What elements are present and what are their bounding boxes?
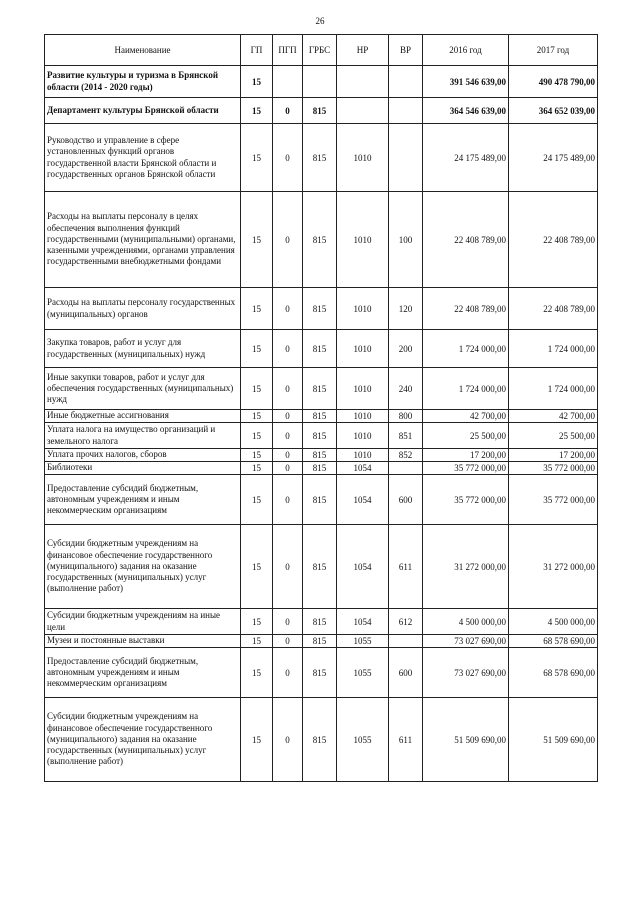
cell-2017: 490 478 790,00 — [509, 66, 598, 98]
cell-gp: 15 — [241, 698, 273, 782]
cell-grbs: 815 — [303, 288, 337, 330]
cell-vr: 120 — [389, 288, 423, 330]
cell-name: Предоставление субсидий бюджетным, автономным учреждениям и иным некоммерческим организациям — [45, 475, 241, 525]
cell-2017: 51 509 690,00 — [509, 698, 598, 782]
cell-2017: 25 500,00 — [509, 423, 598, 449]
cell-grbs: 815 — [303, 525, 337, 609]
cell-nr: 1010 — [337, 192, 389, 288]
cell-2016: 4 500 000,00 — [423, 609, 509, 635]
cell-2016: 73 027 690,00 — [423, 635, 509, 648]
cell-vr — [389, 635, 423, 648]
header-gp: ГП — [241, 35, 273, 66]
cell-nr: 1054 — [337, 462, 389, 475]
table-row — [45, 368, 598, 410]
cell-name: Предоставление субсидий бюджетным, автономным учреждениям и иным некоммерческим организациям — [45, 648, 241, 698]
table-row — [45, 609, 598, 635]
cell-gp: 15 — [241, 423, 273, 449]
cell-gp: 15 — [241, 288, 273, 330]
cell-gp: 15 — [241, 449, 273, 462]
cell-gp: 15 — [241, 475, 273, 525]
cell-name: Субсидии бюджетным учреждениям на финансовое обеспечение государственного (муниципального) задания на оказание государственных (муниципальных) услуг (выполнение работ) — [45, 525, 241, 609]
table-header — [45, 35, 598, 66]
cell-vr: 800 — [389, 410, 423, 423]
table-row — [45, 66, 598, 98]
cell-2016: 391 546 639,00 — [423, 66, 509, 98]
cell-2017: 68 578 690,00 — [509, 648, 598, 698]
cell-2016: 17 200,00 — [423, 449, 509, 462]
cell-pgp: 0 — [273, 648, 303, 698]
cell-gp: 15 — [241, 192, 273, 288]
cell-name: Субсидии бюджетным учреждениям на иные цели — [45, 609, 241, 635]
cell-nr: 1010 — [337, 330, 389, 368]
table-row — [45, 462, 598, 475]
cell-gp: 15 — [241, 462, 273, 475]
cell-vr: 600 — [389, 475, 423, 525]
cell-pgp: 0 — [273, 368, 303, 410]
header-2017: 2017 год — [509, 35, 598, 66]
cell-pgp: 0 — [273, 525, 303, 609]
table-row — [45, 410, 598, 423]
cell-grbs: 815 — [303, 124, 337, 192]
table-row — [45, 698, 598, 782]
cell-vr: 200 — [389, 330, 423, 368]
cell-name: Иные бюджетные ассигнования — [45, 410, 241, 423]
table-row — [45, 288, 598, 330]
cell-vr — [389, 462, 423, 475]
cell-name: Расходы на выплаты персоналу государственных (муниципальных) органов — [45, 288, 241, 330]
cell-gp: 15 — [241, 609, 273, 635]
cell-name: Уплата налога на имущество организаций и земельного налога — [45, 423, 241, 449]
cell-nr: 1055 — [337, 635, 389, 648]
cell-grbs: 815 — [303, 462, 337, 475]
cell-pgp: 0 — [273, 423, 303, 449]
table-row — [45, 648, 598, 698]
cell-grbs: 815 — [303, 192, 337, 288]
cell-nr: 1055 — [337, 698, 389, 782]
cell-nr — [337, 66, 389, 98]
cell-grbs — [303, 66, 337, 98]
cell-pgp: 0 — [273, 410, 303, 423]
table-row — [45, 330, 598, 368]
cell-nr — [337, 98, 389, 124]
cell-2016: 364 546 639,00 — [423, 98, 509, 124]
cell-pgp: 0 — [273, 98, 303, 124]
cell-2017: 35 772 000,00 — [509, 475, 598, 525]
cell-name: Развитие культуры и туризма в Брянской области (2014 - 2020 годы) — [45, 66, 241, 98]
table-row — [45, 98, 598, 124]
cell-name: Музеи и постоянные выставки — [45, 635, 241, 648]
cell-gp: 15 — [241, 330, 273, 368]
header-2016: 2016 год — [423, 35, 509, 66]
cell-nr: 1054 — [337, 475, 389, 525]
cell-vr — [389, 66, 423, 98]
cell-2017: 4 500 000,00 — [509, 609, 598, 635]
header-row — [45, 35, 598, 66]
cell-2016: 51 509 690,00 — [423, 698, 509, 782]
header-vr: ВР — [389, 35, 423, 66]
cell-2016: 42 700,00 — [423, 410, 509, 423]
cell-2017: 31 272 000,00 — [509, 525, 598, 609]
cell-nr: 1010 — [337, 423, 389, 449]
table-row — [45, 124, 598, 192]
cell-2016: 22 408 789,00 — [423, 288, 509, 330]
cell-name: Закупка товаров, работ и услуг для государственных (муниципальных) нужд — [45, 330, 241, 368]
cell-name: Расходы на выплаты персоналу в целях обеспечения выполнения функций государственными (муниципальными) органами, казенными учреждениями, органами управления государственными внебюджетными фондами — [45, 192, 241, 288]
cell-pgp: 0 — [273, 462, 303, 475]
cell-grbs: 815 — [303, 648, 337, 698]
cell-grbs: 815 — [303, 609, 337, 635]
cell-pgp: 0 — [273, 288, 303, 330]
cell-grbs: 815 — [303, 635, 337, 648]
cell-gp: 15 — [241, 66, 273, 98]
cell-gp: 15 — [241, 635, 273, 648]
cell-gp: 15 — [241, 124, 273, 192]
cell-2016: 1 724 000,00 — [423, 330, 509, 368]
cell-2016: 35 772 000,00 — [423, 475, 509, 525]
cell-vr — [389, 124, 423, 192]
cell-vr: 851 — [389, 423, 423, 449]
cell-vr: 240 — [389, 368, 423, 410]
table-body — [45, 66, 598, 782]
cell-grbs: 815 — [303, 368, 337, 410]
cell-grbs: 815 — [303, 698, 337, 782]
cell-grbs: 815 — [303, 410, 337, 423]
cell-nr: 1010 — [337, 124, 389, 192]
cell-gp: 15 — [241, 525, 273, 609]
cell-name: Уплата прочих налогов, сборов — [45, 449, 241, 462]
cell-nr: 1010 — [337, 288, 389, 330]
cell-2016: 73 027 690,00 — [423, 648, 509, 698]
table-row — [45, 192, 598, 288]
cell-grbs: 815 — [303, 423, 337, 449]
cell-vr: 852 — [389, 449, 423, 462]
cell-pgp: 0 — [273, 192, 303, 288]
header-name: Наименование — [45, 35, 241, 66]
cell-pgp: 0 — [273, 449, 303, 462]
cell-pgp: 0 — [273, 475, 303, 525]
cell-2017: 17 200,00 — [509, 449, 598, 462]
table-row — [45, 525, 598, 609]
cell-name: Субсидии бюджетным учреждениям на финансовое обеспечение государственного (муниципального) задания на оказание государственных (муниципальных) услуг (выполнение работ) — [45, 698, 241, 782]
cell-2016: 24 175 489,00 — [423, 124, 509, 192]
cell-pgp: 0 — [273, 635, 303, 648]
cell-2017: 1 724 000,00 — [509, 330, 598, 368]
table-row — [45, 635, 598, 648]
cell-nr: 1010 — [337, 410, 389, 423]
cell-2017: 364 652 039,00 — [509, 98, 598, 124]
cell-gp: 15 — [241, 98, 273, 124]
cell-nr: 1010 — [337, 368, 389, 410]
table-row — [45, 423, 598, 449]
cell-pgp: 0 — [273, 330, 303, 368]
cell-nr: 1054 — [337, 525, 389, 609]
table-row — [45, 449, 598, 462]
cell-2016: 1 724 000,00 — [423, 368, 509, 410]
cell-2016: 25 500,00 — [423, 423, 509, 449]
budget-table — [44, 34, 598, 782]
cell-nr: 1055 — [337, 648, 389, 698]
header-pgp: ПГП — [273, 35, 303, 66]
page-number: 26 — [315, 16, 325, 26]
cell-grbs: 815 — [303, 475, 337, 525]
cell-name: Руководство и управление в сфере установленных функций органов государственной власти Брянской области и государственных органов Брянской области — [45, 124, 241, 192]
cell-vr: 611 — [389, 698, 423, 782]
cell-name: Библиотеки — [45, 462, 241, 475]
cell-vr: 611 — [389, 525, 423, 609]
cell-2017: 24 175 489,00 — [509, 124, 598, 192]
cell-2016: 35 772 000,00 — [423, 462, 509, 475]
cell-vr — [389, 98, 423, 124]
cell-gp: 15 — [241, 648, 273, 698]
cell-2017: 68 578 690,00 — [509, 635, 598, 648]
cell-name: Иные закупки товаров, работ и услуг для обеспечения государственных (муниципальных) нужд — [45, 368, 241, 410]
cell-vr: 100 — [389, 192, 423, 288]
cell-2017: 35 772 000,00 — [509, 462, 598, 475]
cell-pgp — [273, 66, 303, 98]
cell-vr: 612 — [389, 609, 423, 635]
cell-vr: 600 — [389, 648, 423, 698]
table-row — [45, 475, 598, 525]
cell-2017: 1 724 000,00 — [509, 368, 598, 410]
header-nr: НР — [337, 35, 389, 66]
cell-2017: 22 408 789,00 — [509, 288, 598, 330]
cell-pgp: 0 — [273, 124, 303, 192]
cell-grbs: 815 — [303, 330, 337, 368]
cell-2017: 22 408 789,00 — [509, 192, 598, 288]
cell-2016: 22 408 789,00 — [423, 192, 509, 288]
cell-pgp: 0 — [273, 609, 303, 635]
cell-nr: 1010 — [337, 449, 389, 462]
cell-gp: 15 — [241, 368, 273, 410]
cell-pgp: 0 — [273, 698, 303, 782]
header-grbs: ГРБС — [303, 35, 337, 66]
cell-2016: 31 272 000,00 — [423, 525, 509, 609]
cell-gp: 15 — [241, 410, 273, 423]
cell-name: Департамент культуры Брянской области — [45, 98, 241, 124]
cell-2017: 42 700,00 — [509, 410, 598, 423]
cell-nr: 1054 — [337, 609, 389, 635]
cell-grbs: 815 — [303, 98, 337, 124]
cell-grbs: 815 — [303, 449, 337, 462]
